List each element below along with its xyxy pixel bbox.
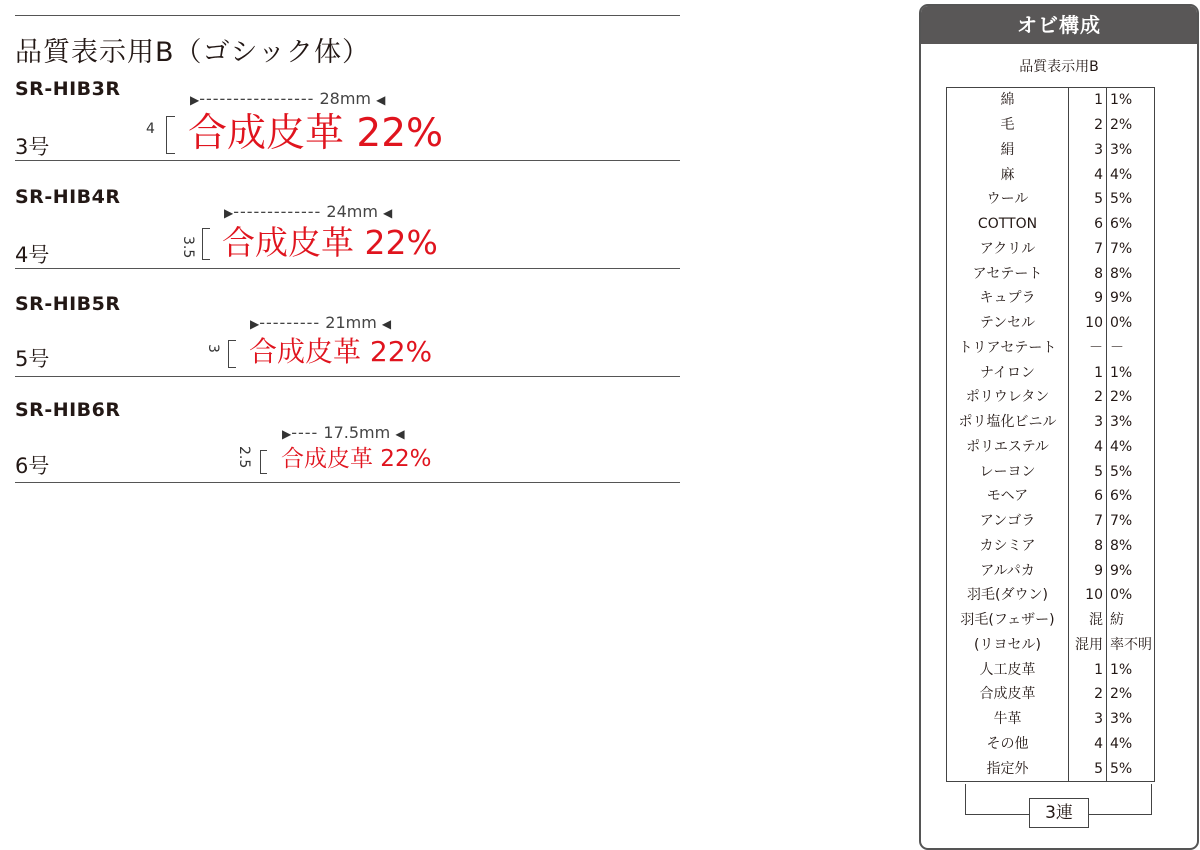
width-label: 24mm [326, 202, 378, 221]
fiber-name: その他 [947, 732, 1069, 757]
table-row [947, 385, 1155, 410]
height-label: 3.5 [180, 236, 196, 259]
width-dimension [190, 89, 385, 108]
sample-text: 合成皮革 22% [222, 223, 438, 262]
digit-tens: 9 [1069, 558, 1107, 583]
table-row [947, 583, 1155, 608]
digit-ones: － [1107, 336, 1155, 361]
fiber-name: 合成皮革 [947, 682, 1069, 707]
digit-tens: 10 [1069, 583, 1107, 608]
table-row [947, 162, 1155, 187]
product-sku: SR-HIB6R [15, 399, 121, 421]
page-title: 品質表示用B（ゴシック体） [15, 37, 370, 68]
arrow-right-icon: ▶ [224, 206, 234, 220]
fiber-name: 人工皮革 [947, 657, 1069, 682]
arrow-left-icon: ◀ [381, 317, 392, 331]
digit-ones: 2% [1107, 113, 1155, 138]
digit-ones: 7% [1107, 509, 1155, 534]
top-divider [15, 15, 680, 16]
fiber-name: アクリル [947, 237, 1069, 262]
digit-ones: 8% [1107, 534, 1155, 559]
fiber-name: 綿 [947, 88, 1069, 113]
table-row [947, 657, 1155, 682]
dimension-line: ---- [291, 423, 319, 442]
digit-tens: 1 [1069, 360, 1107, 385]
composition-table [946, 87, 1155, 782]
digit-ones: 3% [1107, 138, 1155, 163]
digit-tens: 5 [1069, 459, 1107, 484]
fiber-name: テンセル [947, 311, 1069, 336]
height-label: 2.5 [236, 446, 252, 469]
digit-tens: 2 [1069, 113, 1107, 138]
table-row [947, 558, 1155, 583]
digit-ones: 率不明 [1107, 633, 1155, 658]
table-row [947, 509, 1155, 534]
table-row [947, 88, 1155, 113]
arrow-left-icon: ◀ [395, 427, 405, 441]
table-row [947, 682, 1155, 707]
digit-ones: 紡 [1107, 608, 1155, 633]
table-row [947, 212, 1155, 237]
digit-ones: 3% [1107, 410, 1155, 435]
product-size: 6号 [15, 454, 50, 478]
width-label: 21mm [325, 313, 377, 332]
product-sku: SR-HIB4R [15, 186, 121, 208]
table-row [947, 459, 1155, 484]
fiber-name: ウール [947, 187, 1069, 212]
sample-text: 合成皮革 22% [188, 111, 444, 156]
table-row [947, 286, 1155, 311]
product-size: 5号 [15, 347, 50, 371]
digit-ones: 7% [1107, 237, 1155, 262]
digit-ones: 0% [1107, 311, 1155, 336]
digit-ones: 1% [1107, 88, 1155, 113]
product-size: 3号 [15, 135, 50, 159]
section-divider [15, 160, 680, 161]
product-sku: SR-HIB3R [15, 78, 121, 100]
height-bracket [202, 228, 210, 260]
digit-tens: 8 [1069, 534, 1107, 559]
digit-tens: 4 [1069, 162, 1107, 187]
table-row [947, 187, 1155, 212]
digit-tens: 5 [1069, 187, 1107, 212]
fiber-name: 指定外 [947, 756, 1069, 781]
digit-ones: 0% [1107, 583, 1155, 608]
dimension-line: --------- [259, 313, 321, 332]
digit-tens: 6 [1069, 484, 1107, 509]
fiber-name: ナイロン [947, 360, 1069, 385]
fiber-name: 牛革 [947, 707, 1069, 732]
digit-tens: 混 [1069, 608, 1107, 633]
fiber-name: レーヨン [947, 459, 1069, 484]
height-bracket [166, 116, 175, 154]
fiber-name: アンゴラ [947, 509, 1069, 534]
table-row [947, 435, 1155, 460]
digit-tens: 2 [1069, 385, 1107, 410]
digit-ones: 4% [1107, 732, 1155, 757]
table-row [947, 410, 1155, 435]
fiber-name: キュプラ [947, 286, 1069, 311]
sample-text: 合成皮革 22% [249, 335, 433, 368]
digit-ones: 4% [1107, 435, 1155, 460]
fiber-name: アセテート [947, 261, 1069, 286]
table-row [947, 311, 1155, 336]
fiber-name: 麻 [947, 162, 1069, 187]
digit-tens: 6 [1069, 212, 1107, 237]
panel-header: オビ構成 [921, 6, 1197, 44]
height-label: 3 [205, 344, 221, 353]
width-label: 28mm [319, 89, 372, 108]
width-dimension [224, 202, 392, 221]
digit-tens: 3 [1069, 410, 1107, 435]
arrow-left-icon: ◀ [383, 206, 393, 220]
product-size: 4号 [15, 243, 50, 267]
section-divider [15, 482, 680, 483]
arrow-right-icon: ▶ [190, 93, 200, 107]
height-label: 4 [146, 121, 155, 137]
digit-tens: 1 [1069, 88, 1107, 113]
digit-tens: 4 [1069, 732, 1107, 757]
digit-tens: 3 [1069, 707, 1107, 732]
height-bracket [228, 340, 236, 368]
digit-tens: 4 [1069, 435, 1107, 460]
table-row [947, 732, 1155, 757]
table-row [947, 237, 1155, 262]
height-bracket [260, 450, 267, 474]
fiber-name: カシミア [947, 534, 1069, 559]
table-row [947, 633, 1155, 658]
digit-tens: 5 [1069, 756, 1107, 781]
fiber-name: ポリ塩化ビニル [947, 410, 1069, 435]
digit-ones: 1% [1107, 657, 1155, 682]
obi-composition-panel [919, 4, 1199, 850]
dimension-line: ----------------- [199, 89, 315, 108]
section-divider [15, 376, 680, 377]
table-row [947, 608, 1155, 633]
fiber-name: 羽毛(ダウン) [947, 583, 1069, 608]
table-row [947, 138, 1155, 163]
digit-ones: 1% [1107, 360, 1155, 385]
fiber-name: 毛 [947, 113, 1069, 138]
arrow-right-icon: ▶ [282, 427, 292, 441]
sample-text: 合成皮革 22% [281, 446, 432, 472]
digit-ones: 9% [1107, 286, 1155, 311]
digit-tens: 9 [1069, 286, 1107, 311]
fiber-name: (リヨセル) [947, 633, 1069, 658]
fiber-name: アルパカ [947, 558, 1069, 583]
fiber-name: COTTON [947, 212, 1069, 237]
width-dimension [282, 423, 405, 442]
digit-ones: 2% [1107, 682, 1155, 707]
digit-ones: 5% [1107, 187, 1155, 212]
digit-tens: 混用 [1069, 633, 1107, 658]
fiber-name: モヘア [947, 484, 1069, 509]
digit-tens: 10 [1069, 311, 1107, 336]
fiber-name: ポリエステル [947, 435, 1069, 460]
width-label: 17.5mm [323, 423, 391, 442]
digit-ones: 5% [1107, 459, 1155, 484]
table-row [947, 360, 1155, 385]
digit-tens: 7 [1069, 237, 1107, 262]
table-row [947, 534, 1155, 559]
digit-tens: 7 [1069, 509, 1107, 534]
fiber-name: ポリウレタン [947, 385, 1069, 410]
product-sku: SR-HIB5R [15, 293, 121, 315]
arrow-right-icon: ▶ [250, 317, 260, 331]
fiber-name: 羽毛(フェザー) [947, 608, 1069, 633]
section-divider [15, 268, 680, 269]
dimension-line: ------------- [233, 202, 322, 221]
fiber-name: トリアセテート [947, 336, 1069, 361]
table-row [947, 756, 1155, 781]
table-row [947, 113, 1155, 138]
panel-subtitle: 品質表示用B [1019, 59, 1099, 75]
table-row [947, 707, 1155, 732]
digit-tens: － [1069, 336, 1107, 361]
digit-ones: 2% [1107, 385, 1155, 410]
digit-ones: 6% [1107, 484, 1155, 509]
fiber-name: 絹 [947, 138, 1069, 163]
table-row [947, 336, 1155, 361]
digit-tens: 8 [1069, 261, 1107, 286]
width-dimension [250, 313, 391, 332]
strip-count: 3連 [1029, 798, 1089, 828]
digit-ones: 8% [1107, 261, 1155, 286]
digit-tens: 2 [1069, 682, 1107, 707]
digit-ones: 9% [1107, 558, 1155, 583]
digit-ones: 4% [1107, 162, 1155, 187]
digit-ones: 5% [1107, 756, 1155, 781]
digit-ones: 3% [1107, 707, 1155, 732]
arrow-left-icon: ◀ [376, 93, 386, 107]
digit-tens: 1 [1069, 657, 1107, 682]
digit-tens: 3 [1069, 138, 1107, 163]
table-row [947, 261, 1155, 286]
digit-ones: 6% [1107, 212, 1155, 237]
table-row [947, 484, 1155, 509]
